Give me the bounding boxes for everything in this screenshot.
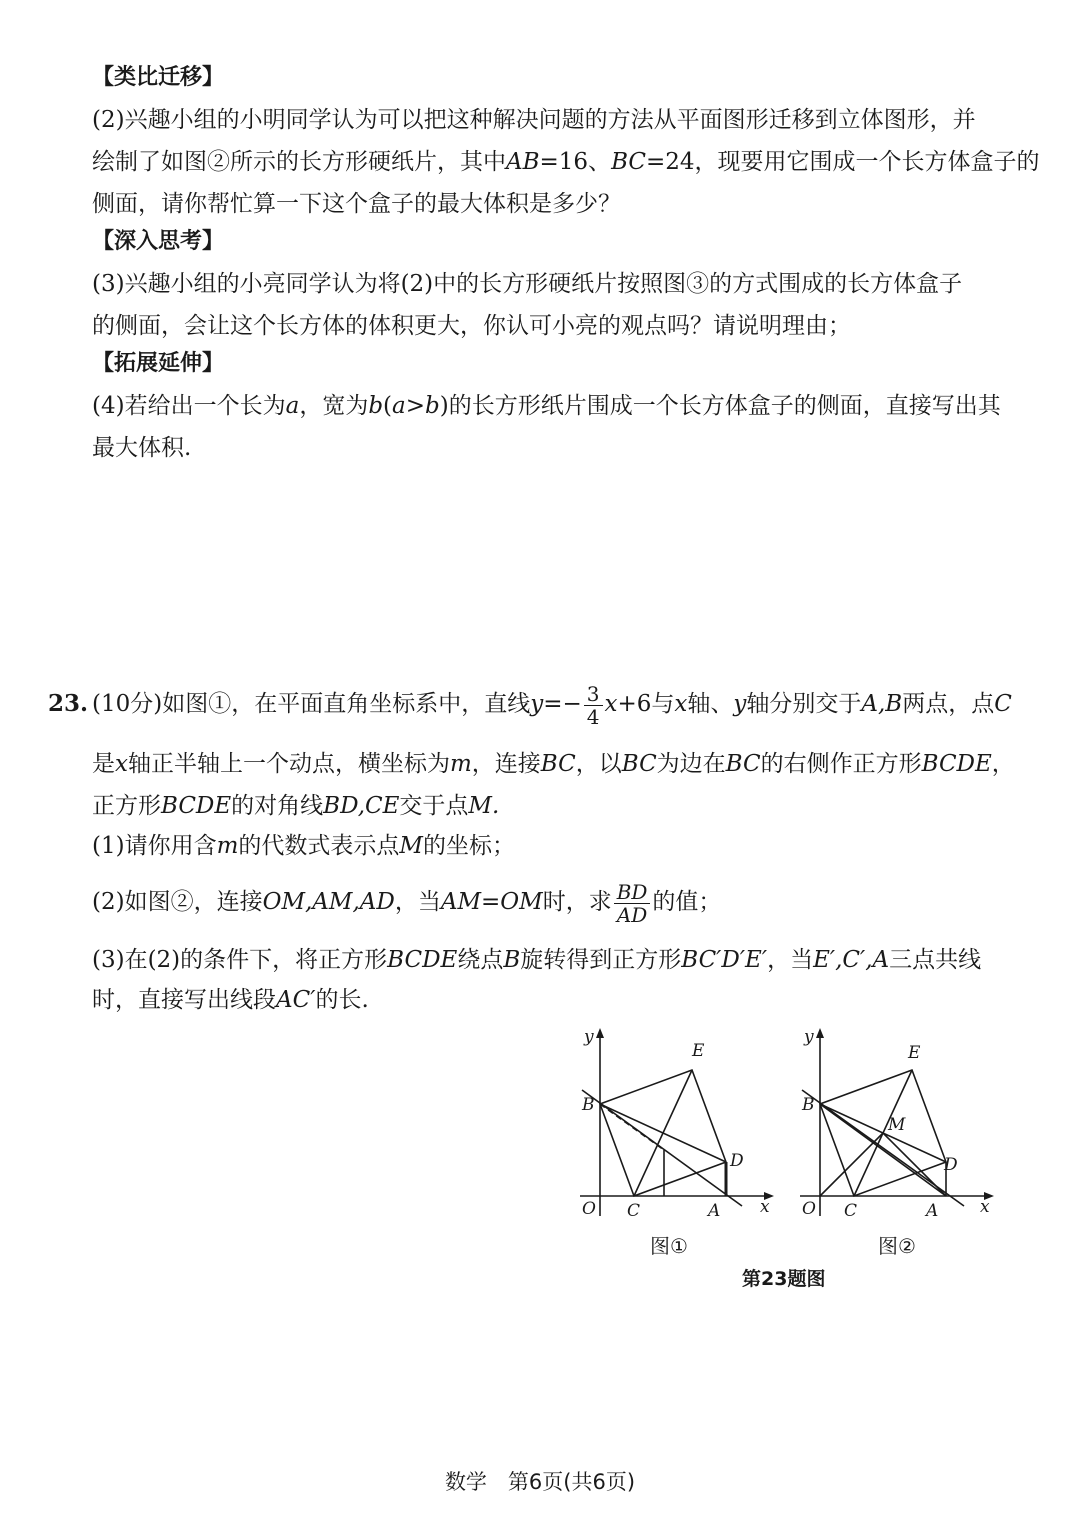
q22-part2-line1: (2)兴趣小组的小明同学认为可以把这种解决问题的方法从平面图形迁移到立体图形，并 — [92, 107, 976, 133]
q23-part2 — [92, 874, 721, 930]
label-A: A — [926, 1201, 939, 1221]
section-header-extension: 【拓展延伸】 — [92, 351, 225, 376]
q23-line1 — [92, 676, 1012, 732]
text: =16、 — [539, 149, 612, 175]
text: ，连接 — [471, 751, 541, 777]
q22-part2-line2 — [92, 146, 1040, 178]
label-C: C — [627, 1201, 641, 1221]
text: 时，求 — [542, 889, 612, 915]
text: 绘制了如图②所示的长方形硬纸片，其中 — [92, 149, 506, 175]
var-a: a — [285, 393, 300, 419]
text: 旋转得到正方形 — [520, 947, 682, 973]
text: )的长方形纸片围成一个长方体盒子的侧面，直接写出其 — [439, 393, 1001, 419]
segment-BA — [820, 1104, 946, 1196]
text: ，宽为 — [299, 393, 369, 419]
text: 的代数式表示点 — [238, 833, 400, 859]
segments: OM,AM,AD — [262, 889, 395, 915]
text: 的右侧作正方形 — [760, 751, 922, 777]
figure-2-caption: 图② — [878, 1234, 916, 1258]
text: 交于点 — [399, 793, 469, 819]
label-y: y — [804, 1027, 814, 1047]
text: ，当 — [767, 947, 814, 973]
text: 时，直接写出线段 — [92, 987, 276, 1013]
label-M: M — [888, 1115, 906, 1135]
var-x: x — [674, 691, 688, 717]
var-y: y — [530, 691, 544, 717]
collinear-points: E′,C′,A — [813, 947, 890, 973]
frac-den: AD — [616, 902, 648, 927]
q22-part2-line3: 侧面，请你帮忙算一下这个盒子的最大体积是多少？ — [92, 191, 621, 217]
label-B: B — [802, 1095, 815, 1115]
q22-part4-line2: 最大体积. — [92, 435, 192, 461]
q23-part3-line1 — [92, 944, 981, 976]
page-footer: 数学 第6页(共6页) — [444, 1470, 636, 1494]
text: (2)如图②，连接 — [92, 889, 263, 915]
label-E: E — [692, 1041, 705, 1061]
text: 轴分别交于 — [746, 691, 862, 717]
label-A: A — [708, 1201, 721, 1221]
text: 绕点 — [457, 947, 504, 973]
point-M: M — [399, 833, 423, 859]
q23-part1 — [92, 830, 515, 862]
condition: AM=OM — [440, 889, 543, 915]
point-M: M. — [468, 793, 500, 819]
text: 的值； — [652, 889, 722, 915]
text: 为边在 — [656, 751, 726, 777]
figure-1-caption: 图① — [650, 1234, 688, 1258]
text: 是 — [92, 751, 115, 777]
seg-BC: BC — [540, 751, 576, 777]
text: (4)若给出一个长为 — [92, 393, 286, 419]
var-m: m — [216, 833, 239, 859]
label-y: y — [584, 1027, 594, 1047]
text: 正方形 — [92, 793, 161, 819]
text: (10分)如图①，在平面直角坐标系中，直线 — [92, 691, 531, 717]
frac-num: 3 — [584, 683, 603, 706]
text: 轴、 — [687, 691, 734, 717]
text: ，以 — [575, 751, 622, 777]
q22-part4-line1 — [92, 390, 1001, 422]
square-BCDE: BCDE — [161, 793, 232, 819]
fraction-BD-AD — [614, 881, 651, 926]
seg-BC: BC — [725, 751, 761, 777]
question-number: 23. — [48, 690, 89, 717]
text: =24，现要用它围成一个长方体盒子的 — [646, 149, 1040, 175]
label-D: D — [944, 1155, 958, 1175]
point-B: B — [503, 947, 521, 973]
figure-group-caption: 第23题图 — [742, 1268, 826, 1290]
section-header-analogy: 【类比迁移】 — [92, 65, 225, 90]
text: ，当 — [394, 889, 441, 915]
var-y: y — [733, 691, 747, 717]
text: (1)请你用含 — [92, 833, 217, 859]
label-O: O — [802, 1199, 816, 1219]
figure-1 — [572, 1024, 782, 1224]
var-b: b — [368, 393, 384, 419]
q23-part3-line2 — [92, 984, 369, 1016]
q23-line3 — [92, 790, 499, 822]
points-AB: A,B — [861, 691, 903, 717]
q22-part3-line1: (3)兴趣小组的小亮同学认为将(2)中的长方形硬纸片按照图③的方式围成的长方体盒子 — [92, 271, 963, 297]
frac-den: 4 — [586, 704, 600, 729]
text: 两点，点 — [902, 691, 995, 717]
label-E: E — [908, 1043, 921, 1063]
label-B: B — [582, 1095, 595, 1115]
label-D: D — [730, 1151, 744, 1171]
text: ( — [383, 393, 393, 419]
condition: a>b — [392, 393, 440, 419]
text: ， — [991, 751, 1015, 777]
label-O: O — [582, 1199, 596, 1219]
section-header-deep-thinking: 【深入思考】 — [92, 229, 225, 254]
label-x: x — [760, 1197, 770, 1217]
square-rotated: BC′D′E′ — [681, 947, 768, 973]
text: 的坐标； — [422, 833, 515, 859]
var-m: m — [449, 751, 472, 777]
seg-AC-prime: AC′ — [276, 987, 316, 1013]
seg-BC: BC — [621, 751, 657, 777]
fraction-slope — [584, 683, 603, 728]
segment-AM — [883, 1133, 946, 1196]
text: 轴正半轴上一个动点，横坐标为 — [127, 751, 450, 777]
label-x: x — [980, 1197, 990, 1217]
frac-num: BD — [614, 881, 651, 904]
var-x: x — [604, 691, 618, 717]
var-AB: AB — [506, 149, 540, 175]
figure-2 — [792, 1024, 1002, 1224]
label-C: C — [844, 1201, 858, 1221]
point-C: C — [994, 691, 1012, 717]
q22-part3-line2: 的侧面，会让这个长方体的体积更大，你认可小亮的观点吗？请说明理由； — [92, 313, 851, 339]
text: =− — [543, 691, 582, 717]
q23-line2 — [92, 748, 1015, 780]
square-BCDE: BCDE — [921, 751, 992, 777]
y-arrow — [596, 1028, 604, 1038]
text: (3)在(2)的条件下，将正方形 — [92, 947, 388, 973]
text: 三点共线 — [889, 947, 982, 973]
diagonals: BD,CE — [323, 793, 400, 819]
text: 的长. — [315, 987, 369, 1013]
var-BC: BC — [611, 149, 646, 175]
text: +6与 — [617, 691, 675, 717]
square-BCDE: BCDE — [387, 947, 458, 973]
var-x: x — [115, 751, 128, 777]
text: 的对角线 — [231, 793, 324, 819]
y-arrow — [816, 1028, 824, 1038]
